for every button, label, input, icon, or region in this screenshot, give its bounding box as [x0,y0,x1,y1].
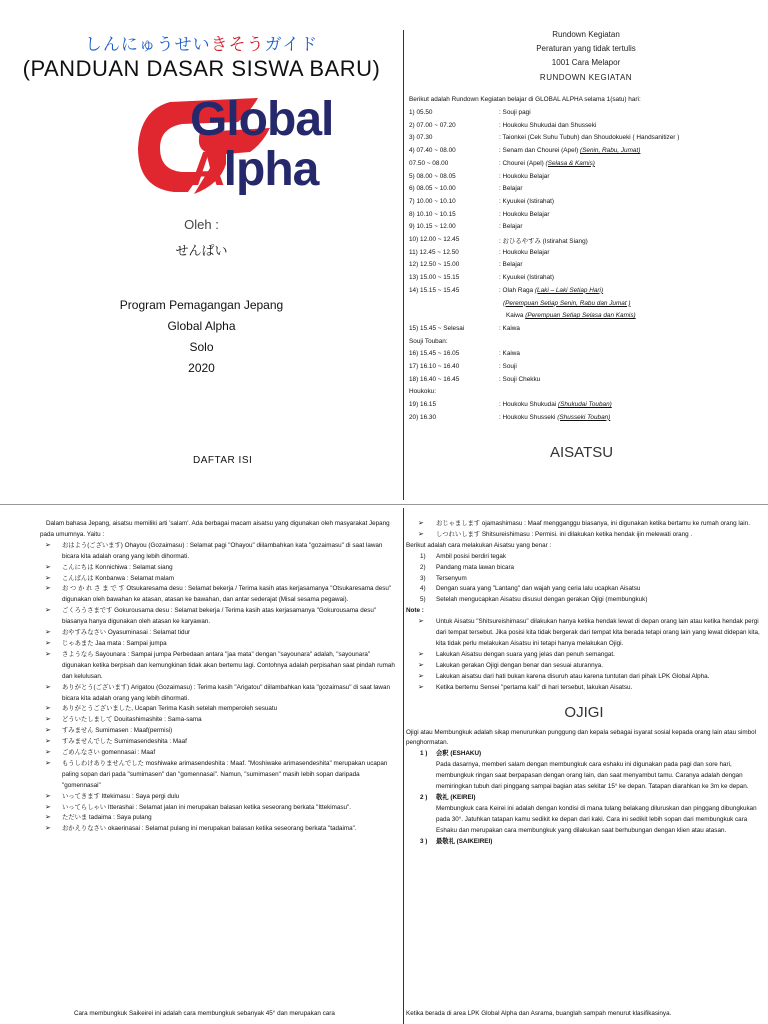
cover-page [0,0,403,500]
ojigi-item-name: 敬礼 (KEIREI) [436,793,476,801]
rundown-activity-text: : Houkoku Shukudai dan Shusseki [499,121,597,129]
rundown-activity-text: : Souji pagi [499,109,531,116]
rundown-time: 19) 16.15 [409,401,437,409]
logo-word-alpha [190,143,319,196]
cara-step-text: Pandang mata lawan bicara [436,563,515,571]
rundown-activity [499,363,517,370]
aisatsu-item: ➢ すみません Sumimasen : Maaf(permisi) [40,726,400,737]
rundown-activity-text: : Houkoku Belajar [499,172,550,180]
author-name: せんぱい [175,243,228,258]
aisatsu-item: ➢ いってきます Ittekimasu : Saya pergi dulu [40,792,400,803]
rundown-time: 10) 12.00 ~ 12.45 [409,236,460,243]
ojigi-item-title [406,749,762,760]
jp-title-part-3: ガイド [264,35,319,54]
aisatsu-list-column [40,519,400,835]
aisatsu-item: ➢ じゃあまた Jaa mata : Sampai jumpa [40,639,400,650]
aisatsu-item: ➢ さようなら Sayounara : Sampai jumpa Perbedaan antara "jaa mata" dengan "sayounara" adalah, "sayounara" digunakan ketika berpisah dan kemungkinan tidak akan bertemu lagi. Contohnya adalah perpisahan saat pindah rumah dan kelulusan. [40,650,400,683]
aisatsu-item: ➢ どういたしまして Douitashimashite : Sama-sama [40,715,400,726]
rundown-activity-note: (Perempuan Setiap Selasa dan Kamis) [525,312,636,320]
rundown-activity-text: : Houkoku Shusseki [499,413,556,421]
aisatsu-item: ➢ ありがとうございました, Ucapan Terima Kasih setelah memperoleh sesuatu [40,704,400,715]
note-item: ➢ Lakukan gerakan Ojigi dengan benar dan sesuai aturannya. [406,661,762,672]
cara-step [406,563,762,574]
rundown-time: Houkoku: [409,388,436,396]
aisatsu-item: ➢ おじゃまします ojamashimasu : Maaf mengganggu biasanya, ini digunakan ketika bertamu ke rumah orang lain. [406,519,762,530]
logo-word-global: Global [190,93,334,146]
rundown-activity-text: : Kaiwa [499,350,520,358]
aisatsu-item: ➢ こんにちは Konnichiwa : Selamat siang [40,563,400,574]
rundown-activity-note: (Shusseki Touban) [557,413,611,421]
aisatsu-item: ➢ ごめんなさい gomennasai : Maaf [40,748,400,759]
footer-right: Ketika berada di area LPK Global Alpha dan Asrama, buanglah sampah menurut klasifikasinya. [406,1010,672,1017]
rundown-activity-text: : Belajar [499,223,523,231]
jp-title [0,30,403,55]
rundown-activity-text: : Souji Chekku [499,375,541,383]
aisatsu-item: ➢ お つ か れ さ ま で す Otsukaresama desu : Selamat bekerja / Terima kasih atas kerjasamanya "Otsukaresama desu" digunakan oleh bawahan ke atasan, atasan ke bawahan, dan antar sederajat (Misal sesama pegawai). [40,584,400,606]
rundown-activity [499,401,612,408]
year: 2020 [188,361,215,375]
rundown-activity-text: : Kyuukei (Istirahat) [499,274,555,282]
rundown-time: 13) 15.00 ~ 15.15 [409,274,460,282]
ojigi-item-title [406,793,762,804]
jp-title-part-2: きそう [210,35,265,54]
rundown-time: 16) 15.45 ~ 16.05 [409,350,460,358]
rundown-activity [506,312,636,319]
rundown-time: 3) 07.30 [409,134,433,142]
cara-step [406,584,762,595]
ojigi-item-title [406,837,762,848]
logo-alpha-initial: A [190,143,224,196]
rundown-activity-text: : Senam dan Chourei (Apel) [499,147,579,155]
ojigi-item-number: 1 ) [420,750,428,758]
note-item: ➢ Lakukan Aisatsu dengan suara yang jelas dan penuh semangat. [406,650,762,661]
aisatsu-item: ➢ こんばんは Konbanwa : Selamat malam [40,574,400,585]
aisatsu-item: ➢ ごくろうさまです Gokurousama desu : Selamat bekerja / Terima kasih atas kerjasamanya "Gokurousama desu" biasanya hanya digunakan oleh atasan ke karyawan. [40,606,400,628]
rundown-time: Souji Touban: [409,337,448,345]
rundown-time: 17) 16.10 ~ 16.40 [409,363,460,370]
rundown-time: 6) 08.05 ~ 10.00 [409,185,456,193]
rundown-head-3: 1001 Cara Melapor [551,58,621,67]
rundown-time: 18) 16.40 ~ 16.45 [409,375,460,383]
rundown-section [404,0,768,500]
rundown-time: 20) 16.30 [409,413,437,421]
cara-step [406,574,762,585]
ojigi-item-number: 2 ) [420,793,428,801]
ojigi-item-name: 会釈 (ESHAKU) [436,750,482,758]
cara-step-number: 4) [420,585,426,593]
ojigi-item-number: 3 ) [420,837,428,845]
cara-intro: Berikut adalah cara melakukan Aisatsu yang benar : [406,541,552,549]
rundown-activity [499,236,588,245]
note-item: ➢ Ketika bertemu Sensei "pertama kali" di hari tersebut, lakukan Aisatsu. [406,683,762,694]
notes-list [406,617,762,693]
rundown-activity-text: : Kyuukei (Istirahat) [499,197,555,205]
cara-step-text: Dengan suara yang "Lantang" dan wajah yang ceria lalu ucapkan Aisatsu [436,585,641,593]
rundown-time: 2) 07.00 ~ 07.20 [409,121,456,129]
global-alpha-logo [40,92,370,200]
aisatsu-heading: AISATSU [550,444,614,461]
aisatsu-item: ➢ いってらしゃい Itterashai : Selamat jalan ini merupakan balasan ketika seseorang berkata "Ittekimasu". [40,803,400,814]
rundown-activity [499,274,554,281]
rundown-activity [499,261,522,268]
aisatsu-item: ➢ おはよう(ございます) Ohayou (Gozaimasu) : Selamat pagi "Ohayou" diilambahkan kata "gozaimasu" di saat lawan bicara kita adalah orang yang lebih dihormati. [40,541,400,563]
aisatsu-items-cont [406,519,762,541]
cara-step-text: Setelah mengucapkan Aisatsu disusul dengan gerakan Ojigi (membungkuk) [436,596,648,604]
aisatsu-item: ➢ ただいま tadaima : Saya pulang [40,813,400,824]
rundown-time: 4) 07.40 ~ 08.00 [409,147,456,155]
rundown-activity-text: : Belajar [499,185,523,193]
rundown-activity-note: (Laki – Laki Setiap Hari) [534,286,604,294]
rundown-time: 12) 12.50 ~ 15.00 [409,261,460,269]
cara-step-number: 1) [420,552,426,560]
column-divider-bottom [403,508,404,1024]
rundown-activity [499,122,596,129]
rundown-activity-text: : Souji [499,363,517,370]
rundown-time: 7) 10.00 ~ 10.10 [409,197,456,205]
note-label: Note : [406,607,424,615]
rundown-activity-text: : Houkoku Shukudai [499,401,557,409]
rundown-activity [499,147,640,154]
logo-alpha-rest: lpha [223,143,319,196]
rundown-activity [499,134,679,141]
rundown-activity-note: (Selasa & Kamis) [545,159,595,167]
rundown-activity [499,350,520,357]
note-item: ➢ Untuk Aisatsu "Shitsureishimasu" dilakukan hanya ketika hendak lewat di depan orang lain atau ketika hendak pergi dari tempat tersebut. Jika posisi kita tidak bergerak dari tempat kita berada tetapi orang lain yang lewat didepan kita, kita tidak perlu melakukan Aisatsu ini tetapi hanya melakukan Ojigi. [406,617,762,650]
rundown-activity-text: : Taionkei (Cek Suhu Tubuh) dan Shoudokueki ( Handsanitizer ) [499,134,680,142]
rundown-intro: Berikut adalah Rundown Kegiatan belajar di GLOBAL ALPHA selama 1(satu) hari: [409,96,641,103]
ojigi-item-name: 最敬礼 (SAIKEIREI) [436,837,493,845]
cara-step-text: Ambil posisi berdiri tegak [436,552,506,560]
rundown-activity [499,376,540,383]
aisatsu-intro: Dalam bahasa Jepang, aisatsu memiliki arti 'salam'. Ada berbagai macam aisatsu yang digunakan oleh masyarakat Jepang pada umumnya. Yaitu : [40,520,390,538]
rundown-activity-text: : Houkoku Belajar [499,248,550,256]
oleh-label: Oleh : [184,217,219,232]
rundown-activity [499,414,610,421]
rundown-time: 1) 05.50 [409,109,433,116]
aisatsu-item: ➢ おかえりなさい okaerinasai : Selamat pulang ini merupakan balasan ketika seseorang berkata "tadaima". [40,824,400,835]
cara-step-number: 5) [420,596,426,604]
rundown-activity-text: Kaiwa [506,312,524,320]
rundown-time: 8) 10.10 ~ 10.15 [409,210,456,218]
main-title: (PANDUAN DASAR SISWA BARU) [22,56,381,81]
cara-steps [406,552,762,607]
footer-left: Cara membungkuk Saikeirei ini adalah cara membungkuk sebanyak 45° dan merupakan cara [74,1010,335,1017]
aisatsu-item: ➢ もうしわけありませんでした moshiwake arimasendeshita : Maaf. "Moshiwake arimasendeshita" merupakan ucapan paling sopan dari pada "sumimasen" dan "gomennasai". Namun, "sumimasen" masih lebih sopan daripada "gomennasai" [40,759,400,792]
ojigi-list [406,749,762,847]
rundown-activity-note: (Perempuan Setiap Senin, Rabu dan Jumat ) [503,299,631,307]
rundown-activity-text: : おひるやすみ (Istirahat Siang) [499,238,588,245]
rundown-head-4: RUNDOWN KEGIATAN [539,73,633,82]
rundown-activity-text: : Belajar [499,261,523,269]
rundown-activity [503,300,631,307]
cara-step-number: 3) [420,574,426,582]
aisatsu-item: ➢ ありがとう(ございます) Arigatou (Gozaimasu) : Terima kasih "Arigatou" diilambahkan kata "gozaimasu" di saat lawan bicara kita adalah orang yang lebih dihormati. [40,683,400,705]
cara-step [406,552,762,563]
aisatsu-items [40,541,400,835]
city-name: Solo [189,340,214,354]
note-item: ➢ Lakukan aisatsu dari hati bukan karena disuruh atau karena tuntutan dari pihak LPK Global Alpha. [406,672,762,683]
rundown-activity [499,325,520,332]
rundown-activity [499,185,522,192]
rundown-activity-text: : Chourei (Apel) [499,159,544,167]
program-name: Program Pemagangan Jepang [119,298,284,312]
rundown-time: 11) 12.45 ~ 12.50 [409,248,459,256]
rundown-activity [499,173,549,180]
aisatsu-item: ➢ しつれいします Shitsureishimasu : Permisi. ini dilakukan ketika hendak ijin melewati orang . [406,530,762,541]
rundown-activity [499,249,549,256]
jp-title-part-1: しんにゅうせい [84,35,211,54]
daftar-isi-heading: DAFTAR ISI [193,455,253,466]
org-name: Global Alpha [167,319,236,333]
rundown-activity [499,211,549,218]
rundown-activity [499,160,595,167]
rundown-time: 07.50 ~ 08.00 [409,159,449,167]
ojigi-intro: Ojigi atau Membungkuk adalah sikap menurunkan punggung dan kepala sebagai isyarat sosial kepada orang lain atau simbol penghormatan. [406,728,757,747]
rundown-activity [499,287,603,294]
cara-step-number: 2) [420,563,426,571]
ojigi-item-text: Membungkuk cara Keirei ini adalah dengan kondisi di mana tulang belakang diluruskan dan pinggang dibungkukan pada 30°. Jatuhkan tatapan kamu sedikit ke depan dari kaki. Cara ini sedikit lebih sopan dari membungkuk cara Eshaku dan merupakan cara membungkuk yang dilakukan saat berhubungan dengan klien atau atasan. [436,804,757,834]
ojigi-heading: OJIGI [564,703,604,721]
cara-step-text: Tersenyum [436,574,467,582]
cara-step [406,595,762,606]
aisatsu-rules-column [406,519,762,847]
aisatsu-item: ➢ すみませんでした Sumimasendeshita : Maaf [40,737,400,748]
rundown-activity-text: : Houkoku Belajar [499,210,550,218]
rundown-head-2: Peraturan yang tidak tertulis [536,44,636,53]
rundown-time: 9) 10.15 ~ 12.00 [409,223,456,231]
rundown-activity [499,223,522,230]
rundown-activity [499,109,531,116]
rundown-activity-note: (Senin, Rabu, Jumat) [580,147,641,155]
rundown-activity-note: (Shukudai Touban) [557,401,612,409]
rundown-activity-text: : Kaiwa [499,324,520,332]
rundown-time: 15) 15.45 ~ Selesai [409,324,465,332]
page-divider [0,504,768,505]
rundown-activity-text: : Olah Raga [499,286,534,294]
rundown-head-1: Rundown Kegiatan [552,30,620,39]
aisatsu-item: ➢ おやすみなさい Oyasuminasai : Selamat tidur [40,628,400,639]
rundown-time: 5) 08.00 ~ 08.05 [409,172,456,180]
rundown-activity [499,198,554,205]
ojigi-item-text: Pada dasarnya, memberi salam dengan membungkuk cara eshaku ini digunakan pada pagi dan sore hari, membungkuk ringan saat berpapasan dengan orang lain, dan saat menyambut tamu. Caranya adalah dengan memiringkan tubuh dari pinggang sampai bagian atas sekitar 15° ke depan. Tatapan diarahkan ke 3m ke depan. [436,761,749,791]
rundown-time: 14) 15.15 ~ 15.45 [409,286,460,294]
